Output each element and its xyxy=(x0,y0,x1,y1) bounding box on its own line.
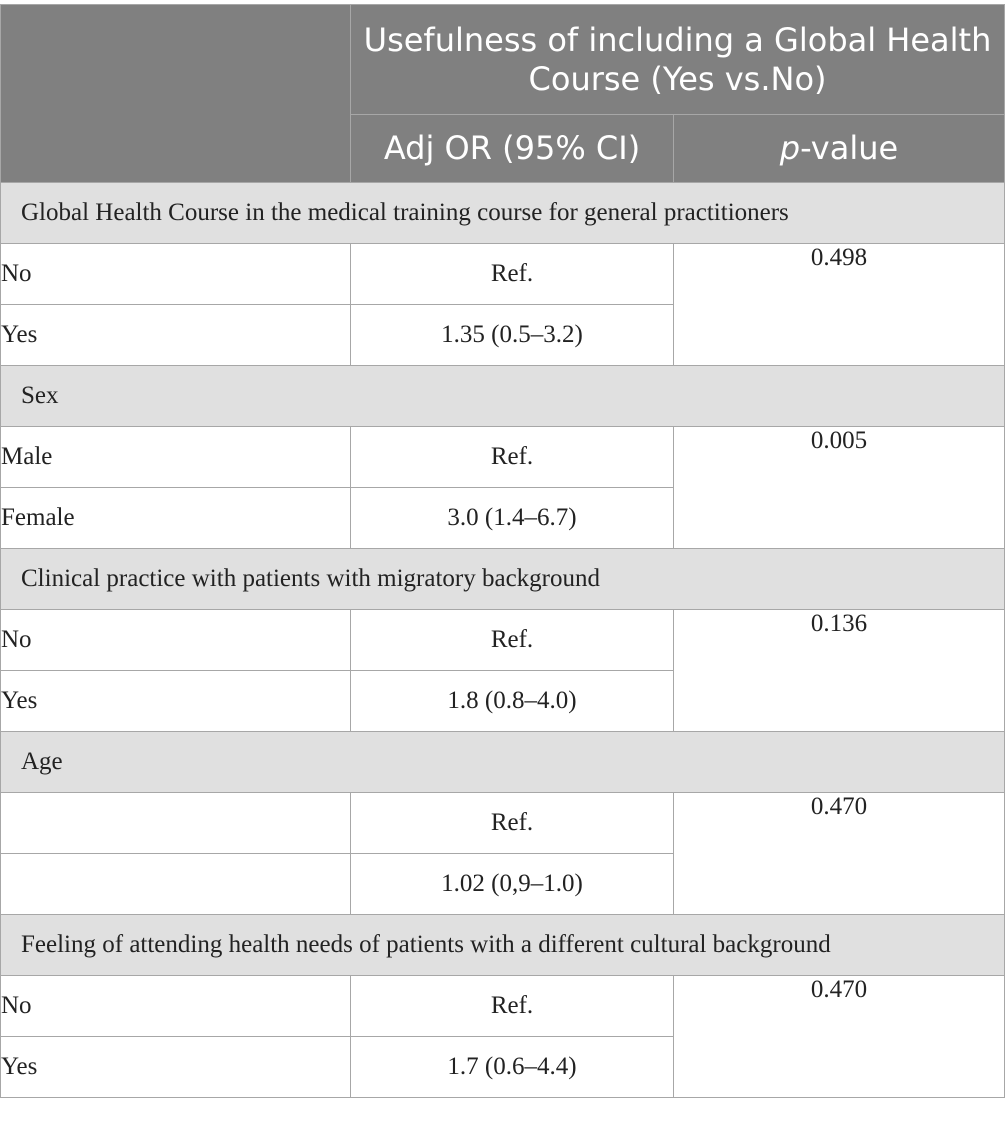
header-row-group xyxy=(1,5,1005,115)
row-p-value: 0.136 xyxy=(674,610,1005,732)
row-p-value: 0.498 xyxy=(674,244,1005,366)
row-label: Yes xyxy=(1,305,351,366)
table-row xyxy=(1,427,1005,488)
row-label: No xyxy=(1,610,351,671)
row-label xyxy=(1,854,351,915)
row-label: Female xyxy=(1,488,351,549)
section-title: Age xyxy=(1,732,1005,793)
header-corner-cell xyxy=(1,5,351,183)
row-adj-or: 1.02 (0,9–1.0) xyxy=(351,854,674,915)
row-adj-or: Ref. xyxy=(351,793,674,854)
section-row xyxy=(1,183,1005,244)
row-label: Male xyxy=(1,427,351,488)
table-row xyxy=(1,610,1005,671)
table-row xyxy=(1,976,1005,1037)
section-title: Feeling of attending health needs of patients with a different cultural background xyxy=(1,915,1005,976)
row-adj-or: Ref. xyxy=(351,244,674,305)
row-label: Yes xyxy=(1,1037,351,1098)
row-p-value: 0.470 xyxy=(674,793,1005,915)
section-row xyxy=(1,549,1005,610)
row-adj-or: 1.35 (0.5–3.2) xyxy=(351,305,674,366)
row-label: No xyxy=(1,976,351,1037)
row-label xyxy=(1,793,351,854)
row-adj-or: 1.8 (0.8–4.0) xyxy=(351,671,674,732)
section-row xyxy=(1,366,1005,427)
section-row xyxy=(1,732,1005,793)
table-row xyxy=(1,244,1005,305)
header-p-value xyxy=(674,115,1005,183)
section-title: Global Health Course in the medical training course for general practitioners xyxy=(1,183,1005,244)
section-title: Sex xyxy=(1,366,1005,427)
section-title: Clinical practice with patients with migratory background xyxy=(1,549,1005,610)
header-adj-or: Adj OR (95% CI) xyxy=(351,115,674,183)
section-row xyxy=(1,915,1005,976)
row-p-value: 0.470 xyxy=(674,976,1005,1098)
header-group-title: Usefulness of including a Global Health Course (Yes vs.No) xyxy=(351,5,1005,115)
row-adj-or: 1.7 (0.6–4.4) xyxy=(351,1037,674,1098)
header-p-rest: -value xyxy=(800,129,899,167)
header-p-italic: p xyxy=(779,129,801,167)
row-adj-or: Ref. xyxy=(351,976,674,1037)
row-label: No xyxy=(1,244,351,305)
row-label: Yes xyxy=(1,671,351,732)
row-adj-or: 3.0 (1.4–6.7) xyxy=(351,488,674,549)
table-row xyxy=(1,793,1005,854)
row-adj-or: Ref. xyxy=(351,610,674,671)
row-adj-or: Ref. xyxy=(351,427,674,488)
row-p-value: 0.005 xyxy=(674,427,1005,549)
results-table xyxy=(0,4,1005,1098)
